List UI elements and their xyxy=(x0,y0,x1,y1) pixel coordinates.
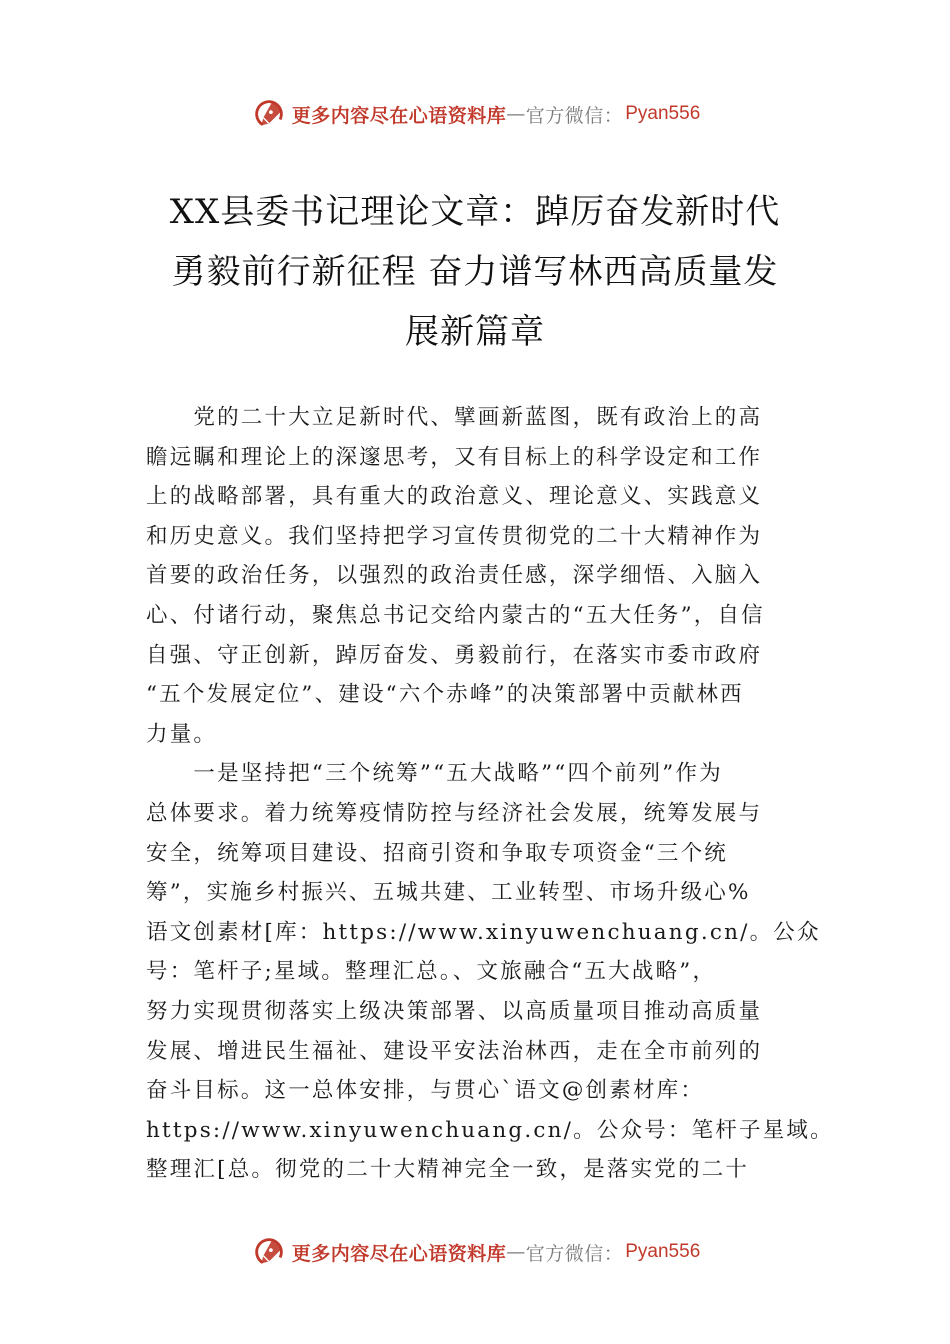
footer-banner xyxy=(0,1230,950,1274)
site-slogan: 更多内容尽在心语资料库 xyxy=(291,1242,507,1265)
body-line: 安全，统筹项目建设、招商引资和争取专项资金“三个统 xyxy=(146,840,728,866)
body-line: 上的战略部署，具有重大的政治意义、理论意义、实践意义 xyxy=(146,484,763,510)
body-line: 力量。 xyxy=(146,721,218,747)
body-line: 党的二十大立足新时代、擘画新蓝图，既有政治上的高 xyxy=(146,405,763,430)
wechat-id: Pyan556 xyxy=(625,1241,701,1262)
wechat-label: 官方微信： xyxy=(525,104,624,127)
site-slogan: 更多内容尽在心语资料库 xyxy=(291,104,507,127)
pen-nib-logo-icon xyxy=(250,95,288,133)
body-line: “五个发展定位”、建设“六个赤峰”的决策部署中贡献林西 xyxy=(146,682,744,708)
wechat-label: 官方微信： xyxy=(525,1242,624,1265)
body-line: 发展、增进民生福祉、建设平安法治林西，走在全市前列的 xyxy=(146,1038,763,1064)
body-line: 心、付诸行动，聚焦总书记交给内蒙古的“五大任务”，自信 xyxy=(146,602,765,628)
body-line: 首要的政治任务，以强烈的政治责任感，深学细悟、入脑入 xyxy=(146,563,763,589)
body-line: 和历史意义。我们坚持把学习宣传贯彻党的二十大精神作为 xyxy=(146,523,763,549)
header-banner xyxy=(0,92,950,136)
body-line: 号：笔杆子;星域。整理汇总。、文旅融合“五大战略”， xyxy=(146,959,717,985)
title-line: XX县委书记理论文章：踔厉奋发新时代 xyxy=(169,192,781,232)
body-line: 自强、守正创新，踔厉奋发、勇毅前行，在落实市委市政府 xyxy=(146,642,763,668)
title-line: 展新篇章 xyxy=(405,312,545,352)
banner-separator: — xyxy=(506,103,526,125)
body-line: 语文创素材[库：https://www.xinyuwenchuang.cn/。公众 xyxy=(146,919,821,945)
document-body xyxy=(146,398,834,1190)
body-line: 总体要求。着力统筹疫情防控与经济社会发展，统筹发展与 xyxy=(146,800,763,826)
body-line: 筹”，实施乡村振兴、五城共建、工业转型、市场升级心% xyxy=(146,880,751,906)
title-line: 勇毅前行新征程 奋力谱写林西高质量发 xyxy=(171,252,779,292)
pen-nib-logo-icon xyxy=(250,1233,288,1271)
body-line: 瞻远瞩和理论上的深邃思考，又有目标上的科学设定和工作 xyxy=(146,444,763,470)
body-line: 一是坚持把“三个统筹”“五大战略”“四个前列”作为 xyxy=(146,761,723,787)
wechat-id: Pyan556 xyxy=(625,103,701,124)
banner-separator: — xyxy=(506,1241,526,1263)
body-line: 努力实现贯彻落实上级决策部署、以高质量项目推动高质量 xyxy=(146,998,763,1024)
body-line: 奋斗目标。这一总体安排，与贯心`语文@创素材库： xyxy=(146,1078,705,1104)
document-title xyxy=(140,182,810,362)
body-line: https://www.xinyuwenchuang.cn/。公众号：笔杆子星域。 xyxy=(146,1117,834,1143)
body-line: 整理汇[总。彻党的二十大精神完全一致，是落实党的二十 xyxy=(146,1157,750,1183)
